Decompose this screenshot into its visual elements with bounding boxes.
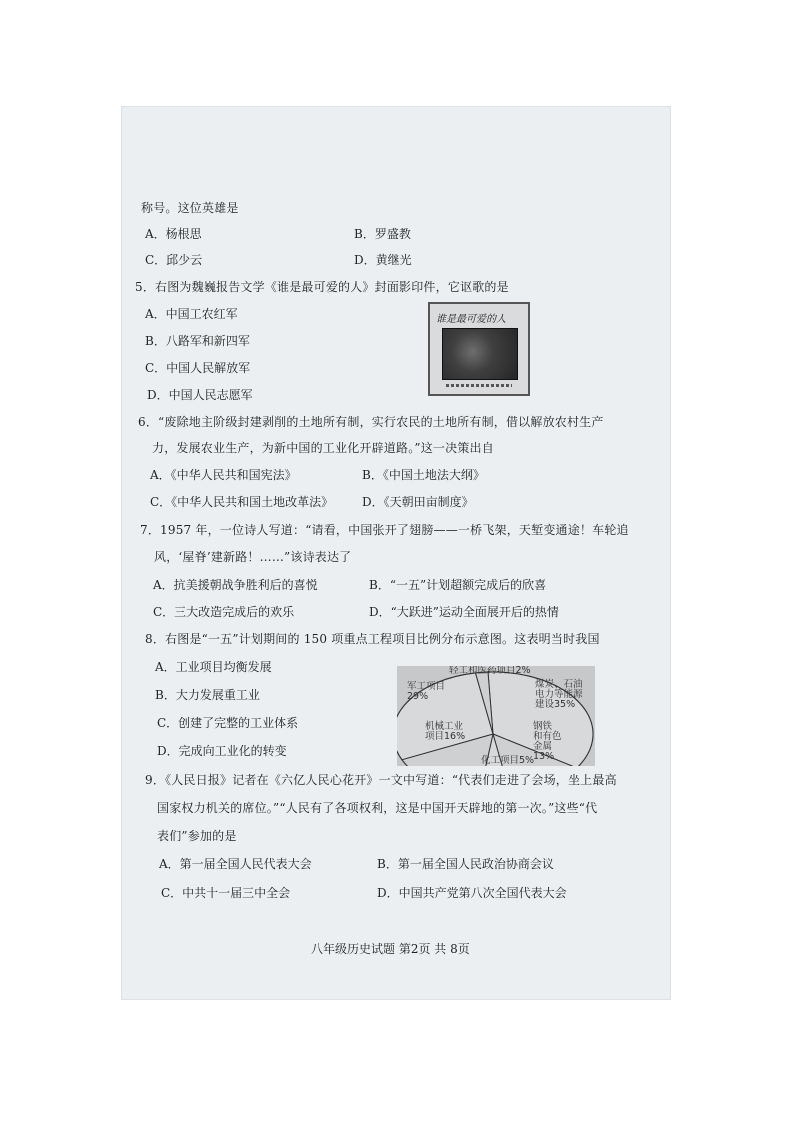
q8-option-c[interactable]: C．创建了完整的工业体系	[157, 716, 299, 730]
q5-stem: 5．右图为魏巍报告文学《谁是最可爱的人》封面影印件，它讴歌的是	[135, 280, 509, 294]
q7-option-a[interactable]: A．抗美援朝战争胜利后的喜悦	[153, 578, 318, 592]
q5-option-d[interactable]: D．中国人民志愿军	[147, 388, 253, 402]
pie-slice-label-line: 电力等能源	[535, 689, 583, 700]
pie-slice-label-line: 机械工业	[425, 721, 464, 732]
pie-slice-label-line: 轻工和医药项目2%	[449, 666, 531, 676]
q6-stem-line-2: 力，发展农业生产，为新中国的工业化开辟道路。”这一决策出自	[152, 441, 494, 455]
q6-option-b[interactable]: B．《中国土地法大纲》	[362, 468, 485, 482]
page-footer: 八年级历史试题 第2页 共 8页	[311, 942, 470, 956]
q6-option-c[interactable]: C．《中华人民共和国土地改革法》	[150, 495, 334, 509]
pie-slice-label-line: 煤炭、石油	[535, 679, 583, 690]
pie-slice-label-4	[425, 722, 465, 742]
q7-option-b[interactable]: B．“一五”计划超额完成后的欣喜	[369, 578, 547, 592]
q5-option-c[interactable]: C．中国人民解放军	[145, 361, 251, 375]
exam-sheet	[121, 106, 671, 1000]
project-distribution-pie-chart	[397, 666, 595, 766]
q5-option-b[interactable]: B．八路军和新四军	[145, 334, 250, 348]
pie-slice-label-line: 13%	[533, 751, 555, 762]
q8-stem: 8．右图是“一五”计划期间的 150 项重点工程项目比例分布示意图。这表明当时我国	[145, 632, 600, 646]
q9-option-d[interactable]: D．中国共产党第八次全国代表大会	[377, 886, 567, 900]
pie-slice-label-line: 军工项目	[407, 681, 446, 692]
pie-slice-label-line: 建设35%	[535, 699, 576, 710]
pie-slice-label-2	[533, 722, 562, 762]
q4-option-c[interactable]: C．邱少云	[145, 253, 203, 267]
pie-slice-label-line: 钢铁	[533, 721, 553, 732]
pie-slice-label-line: 项目16%	[425, 731, 466, 742]
q4-option-b[interactable]: B．罗盛教	[354, 227, 411, 241]
q9-option-a[interactable]: A．第一届全国人民代表大会	[159, 857, 312, 871]
q7-stem-line-1: 7．1957 年，一位诗人写道：“请看，中国张开了翅膀——一桥飞架，天堑变通途！车轮追	[140, 523, 629, 537]
q9-option-b[interactable]: B．第一届全国人民政治协商会议	[377, 857, 554, 871]
q6-option-a[interactable]: A．《中华人民共和国宪法》	[150, 468, 297, 482]
book-cover-title: 谁是最可爱的人	[436, 314, 506, 325]
pie-slice-label-5	[407, 682, 445, 702]
q4-option-a[interactable]: A．杨根思	[145, 227, 202, 241]
book-cover-publisher-line	[446, 384, 512, 387]
q8-option-a[interactable]: A．工业项目均衡发展	[155, 660, 272, 674]
q6-option-d[interactable]: D．《天朝田亩制度》	[362, 495, 474, 509]
q7-stem-line-2: 风，‘屋脊’建新路！……”该诗表达了	[154, 550, 352, 564]
q9-stem-line-3: 表们”参加的是	[157, 829, 237, 843]
book-cover-image	[428, 302, 530, 396]
book-cover-photo	[442, 328, 518, 380]
q8-option-d[interactable]: D．完成向工业化的转变	[157, 744, 287, 758]
q4-continuation: 称号。这位英雄是	[141, 201, 239, 215]
pie-slice-label-line: 化工项目5%	[481, 755, 535, 766]
pie-slice-label-1	[535, 680, 583, 710]
q9-option-c[interactable]: C．中共十一届三中全会	[161, 886, 291, 900]
q6-stem-line-1: 6．“废除地主阶级封建剥削的土地所有制，实行农民的土地所有制，借以解放农村生产	[138, 415, 604, 429]
q9-stem-line-1: 9．《人民日报》记者在《六亿人民心花开》一文中写道：“代表们走进了会场，坐上最高	[145, 773, 617, 787]
pie-slice-label-3	[481, 756, 534, 766]
q9-stem-line-2: 国家权力机关的席位。”“人民有了各项权利，这是中国开天辟地的第一次。”这些“代	[157, 801, 598, 815]
q7-option-c[interactable]: C．三大改造完成后的欢乐	[153, 605, 295, 619]
q4-option-d[interactable]: D．黄继光	[354, 253, 412, 267]
pie-slice-label-line: 金属	[533, 741, 553, 752]
q7-option-d[interactable]: D．“大跃进”运动全面展开后的热情	[369, 605, 559, 619]
pie-slice-label-6	[449, 666, 531, 676]
pie-slice-label-line: 和有色	[533, 731, 562, 742]
pie-slice-label-line: 29%	[407, 691, 429, 702]
q8-option-b[interactable]: B．大力发展重工业	[155, 688, 260, 702]
q5-option-a[interactable]: A．中国工农红军	[145, 307, 238, 321]
